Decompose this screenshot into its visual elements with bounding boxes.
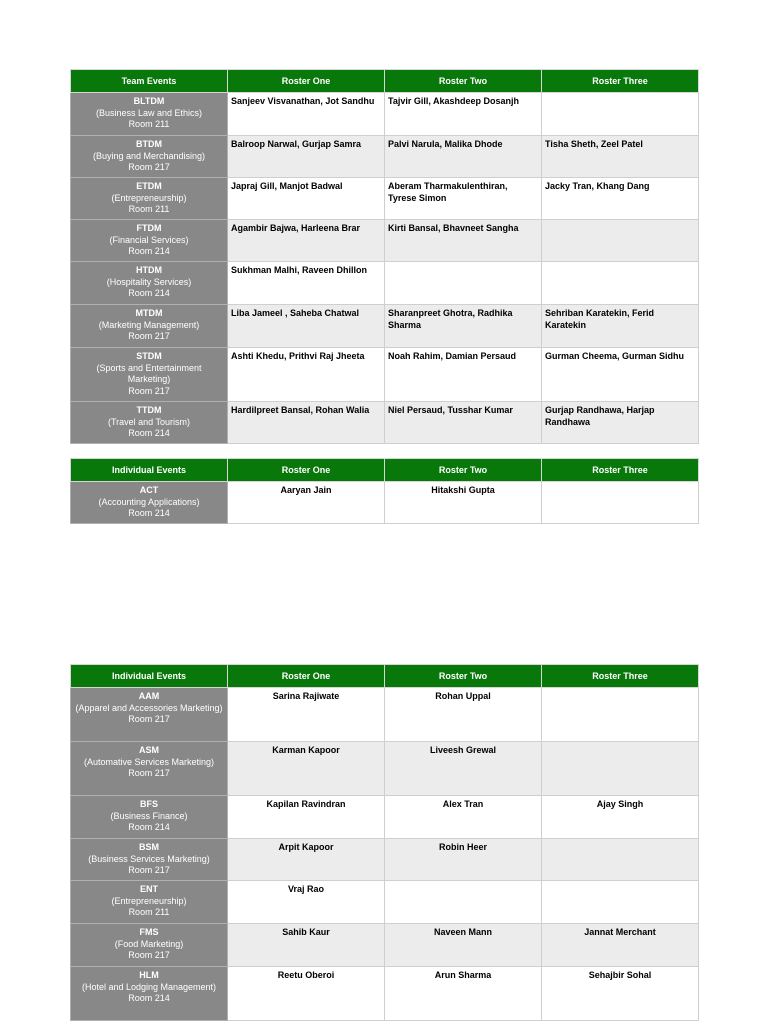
event-room: Room 214 [128, 993, 170, 1003]
event-name: (Hospitality Services) [106, 276, 192, 287]
event-cell [71, 348, 228, 402]
table-row [71, 93, 699, 136]
roster-two-cell: Kirti Bansal, Bhavneet Sangha [385, 220, 542, 262]
header-roster-three: Roster Three [542, 665, 699, 688]
roster-two-cell: Tajvir Gill, Akashdeep Dosanjh [385, 93, 542, 136]
header-roster-one: Roster One [228, 459, 385, 482]
event-code: FMS [139, 927, 159, 937]
event-cell [71, 305, 228, 348]
event-room: Room 217 [128, 162, 170, 172]
event-name: (Apparel and Accessories Marketing) [75, 702, 223, 713]
event-room: Room 217 [128, 865, 170, 875]
event-code: BFS [140, 799, 158, 809]
event-code: MTDM [135, 308, 163, 318]
roster-two-cell: Naveen Mann [385, 924, 542, 967]
event-code: AAM [138, 691, 160, 701]
roster-two-cell: Liveesh Grewal [385, 742, 542, 796]
event-room: Room 217 [128, 385, 170, 396]
header-roster-three: Roster Three [542, 70, 699, 93]
roster-two-cell: Hitakshi Gupta [385, 482, 542, 524]
table-row [71, 924, 699, 967]
roster-three-cell: Jannat Merchant [542, 924, 699, 967]
table-row [71, 796, 699, 839]
header-roster-two: Roster Two [385, 459, 542, 482]
table-header-row [71, 70, 699, 93]
roster-one-cell: Sukhman Malhi, Raveen Dhillon [228, 262, 385, 305]
event-cell [71, 482, 228, 524]
event-room: Room 211 [128, 119, 170, 129]
roster-three-cell [542, 220, 699, 262]
table-row [71, 482, 699, 524]
header-roster-one: Roster One [228, 665, 385, 688]
event-room: Room 217 [128, 768, 170, 778]
roster-one-cell: Sahib Kaur [228, 924, 385, 967]
event-name: (Food Marketing) [114, 938, 184, 949]
event-cell [71, 93, 228, 136]
event-cell [71, 881, 228, 924]
roster-one-cell: Reetu Oberoi [228, 967, 385, 1021]
roster-two-cell [385, 262, 542, 305]
roster-three-cell [542, 742, 699, 796]
roster-three-cell [542, 262, 699, 305]
event-cell [71, 839, 228, 881]
event-name: (Marketing Management) [98, 319, 200, 330]
roster-three-cell: Sehajbir Sohal [542, 967, 699, 1021]
header-roster-one: Roster One [228, 70, 385, 93]
roster-three-cell: Sehriban Karatekin, Ferid Karatekin [542, 305, 699, 348]
event-cell [71, 402, 228, 444]
roster-one-cell: Liba Jameel , Saheba Chatwal [228, 305, 385, 348]
event-cell [71, 742, 228, 796]
event-room: Room 217 [128, 950, 170, 960]
header-events: Individual Events [71, 665, 228, 688]
event-room: Room 214 [128, 428, 170, 438]
roster-one-cell: Ashti Khedu, Prithvi Raj Jheeta [228, 348, 385, 402]
event-name: (Travel and Tourism) [107, 416, 191, 427]
roster-two-cell: Arun Sharma [385, 967, 542, 1021]
header-roster-three: Roster Three [542, 459, 699, 482]
roster-one-cell: Sanjeev Visvanathan, Jot Sandhu [228, 93, 385, 136]
roster-two-cell: Noah Rahim, Damian Persaud [385, 348, 542, 402]
roster-one-cell: Vraj Rao [228, 881, 385, 924]
event-room: Room 214 [128, 288, 170, 298]
event-cell [71, 796, 228, 839]
table-row [71, 348, 699, 402]
roster-three-cell: Jacky Tran, Khang Dang [542, 178, 699, 220]
event-code: HLM [139, 970, 159, 980]
roster-one-cell: Kapilan Ravindran [228, 796, 385, 839]
event-code: ACT [139, 485, 159, 495]
event-name: (Business Services Marketing) [88, 853, 210, 864]
event-name: (Entrepreneurship) [111, 192, 187, 203]
event-name: (Business Finance) [110, 810, 188, 821]
header-events: Individual Events [71, 459, 228, 482]
event-room: Room 214 [128, 508, 170, 518]
roster-two-cell: Robin Heer [385, 839, 542, 881]
table-row [71, 742, 699, 796]
event-name: (Financial Services) [109, 234, 189, 245]
event-code: BLTDM [133, 96, 165, 106]
roster-three-cell [542, 688, 699, 742]
table-header-row [71, 665, 699, 688]
table-row [71, 967, 699, 1021]
individual-events-table-1 [70, 458, 699, 524]
roster-one-cell: Arpit Kapoor [228, 839, 385, 881]
table-row [71, 136, 699, 178]
table-row [71, 178, 699, 220]
roster-two-cell: Aberam Tharmakulenthiran, Tyrese Simon [385, 178, 542, 220]
event-code: BSM [139, 842, 159, 852]
roster-two-cell: Niel Persaud, Tusshar Kumar [385, 402, 542, 444]
event-name: (Accounting Applications) [98, 496, 200, 507]
roster-one-cell: Hardilpreet Bansal, Rohan Walia [228, 402, 385, 444]
roster-two-cell: Palvi Narula, Malika Dhode [385, 136, 542, 178]
event-cell [71, 178, 228, 220]
event-code: ENT [140, 884, 158, 894]
event-cell [71, 688, 228, 742]
table-header-row [71, 459, 699, 482]
table-row [71, 305, 699, 348]
header-roster-two: Roster Two [385, 665, 542, 688]
event-name: (Automative Services Marketing) [83, 756, 215, 767]
roster-one-cell: Japraj Gill, Manjot Badwal [228, 178, 385, 220]
event-code: ETDM [136, 181, 162, 191]
table-row [71, 688, 699, 742]
team-events-table [70, 69, 699, 444]
event-name: (Hotel and Lodging Management) [81, 981, 217, 992]
event-room: Room 217 [128, 714, 170, 724]
roster-three-cell [542, 482, 699, 524]
event-cell [71, 924, 228, 967]
roster-two-cell: Alex Tran [385, 796, 542, 839]
roster-three-cell: Gurjap Randhawa, Harjap Randhawa [542, 402, 699, 444]
event-name: (Sports and Entertainment Marketing) [96, 362, 202, 384]
roster-one-cell: Aaryan Jain [228, 482, 385, 524]
roster-three-cell [542, 93, 699, 136]
header-roster-two: Roster Two [385, 70, 542, 93]
roster-three-cell [542, 881, 699, 924]
roster-three-cell: Ajay Singh [542, 796, 699, 839]
event-code: FTDM [136, 223, 162, 233]
roster-two-cell: Rohan Uppal [385, 688, 542, 742]
event-cell [71, 136, 228, 178]
table-row [71, 262, 699, 305]
individual-events-table-2 [70, 664, 699, 1021]
event-room: Room 214 [128, 822, 170, 832]
event-cell [71, 220, 228, 262]
event-name: (Business Law and Ethics) [95, 107, 203, 118]
event-name: (Entrepreneurship) [111, 895, 187, 906]
table-row [71, 881, 699, 924]
roster-two-cell: Sharanpreet Ghotra, Radhika Sharma [385, 305, 542, 348]
roster-one-cell: Balroop Narwal, Gurjap Samra [228, 136, 385, 178]
event-room: Room 211 [128, 907, 170, 917]
event-room: Room 211 [128, 204, 170, 214]
roster-one-cell: Karman Kapoor [228, 742, 385, 796]
event-code: ASM [139, 745, 159, 755]
table-row [71, 220, 699, 262]
table-row [71, 839, 699, 881]
table-row [71, 402, 699, 444]
event-name: (Buying and Merchandising) [92, 150, 206, 161]
event-code: STDM [136, 351, 162, 361]
event-cell [71, 262, 228, 305]
roster-one-cell: Agambir Bajwa, Harleena Brar [228, 220, 385, 262]
event-code: BTDM [136, 139, 162, 149]
roster-one-cell: Sarina Rajiwate [228, 688, 385, 742]
header-events: Team Events [71, 70, 228, 93]
event-code: TTDM [136, 405, 162, 415]
event-cell [71, 967, 228, 1021]
roster-three-cell: Gurman Cheema, Gurman Sidhu [542, 348, 699, 402]
event-code: HTDM [136, 265, 162, 275]
event-room: Room 214 [128, 246, 170, 256]
event-room: Room 217 [128, 331, 170, 341]
roster-three-cell [542, 839, 699, 881]
roster-three-cell: Tisha Sheth, Zeel Patel [542, 136, 699, 178]
roster-two-cell [385, 881, 542, 924]
